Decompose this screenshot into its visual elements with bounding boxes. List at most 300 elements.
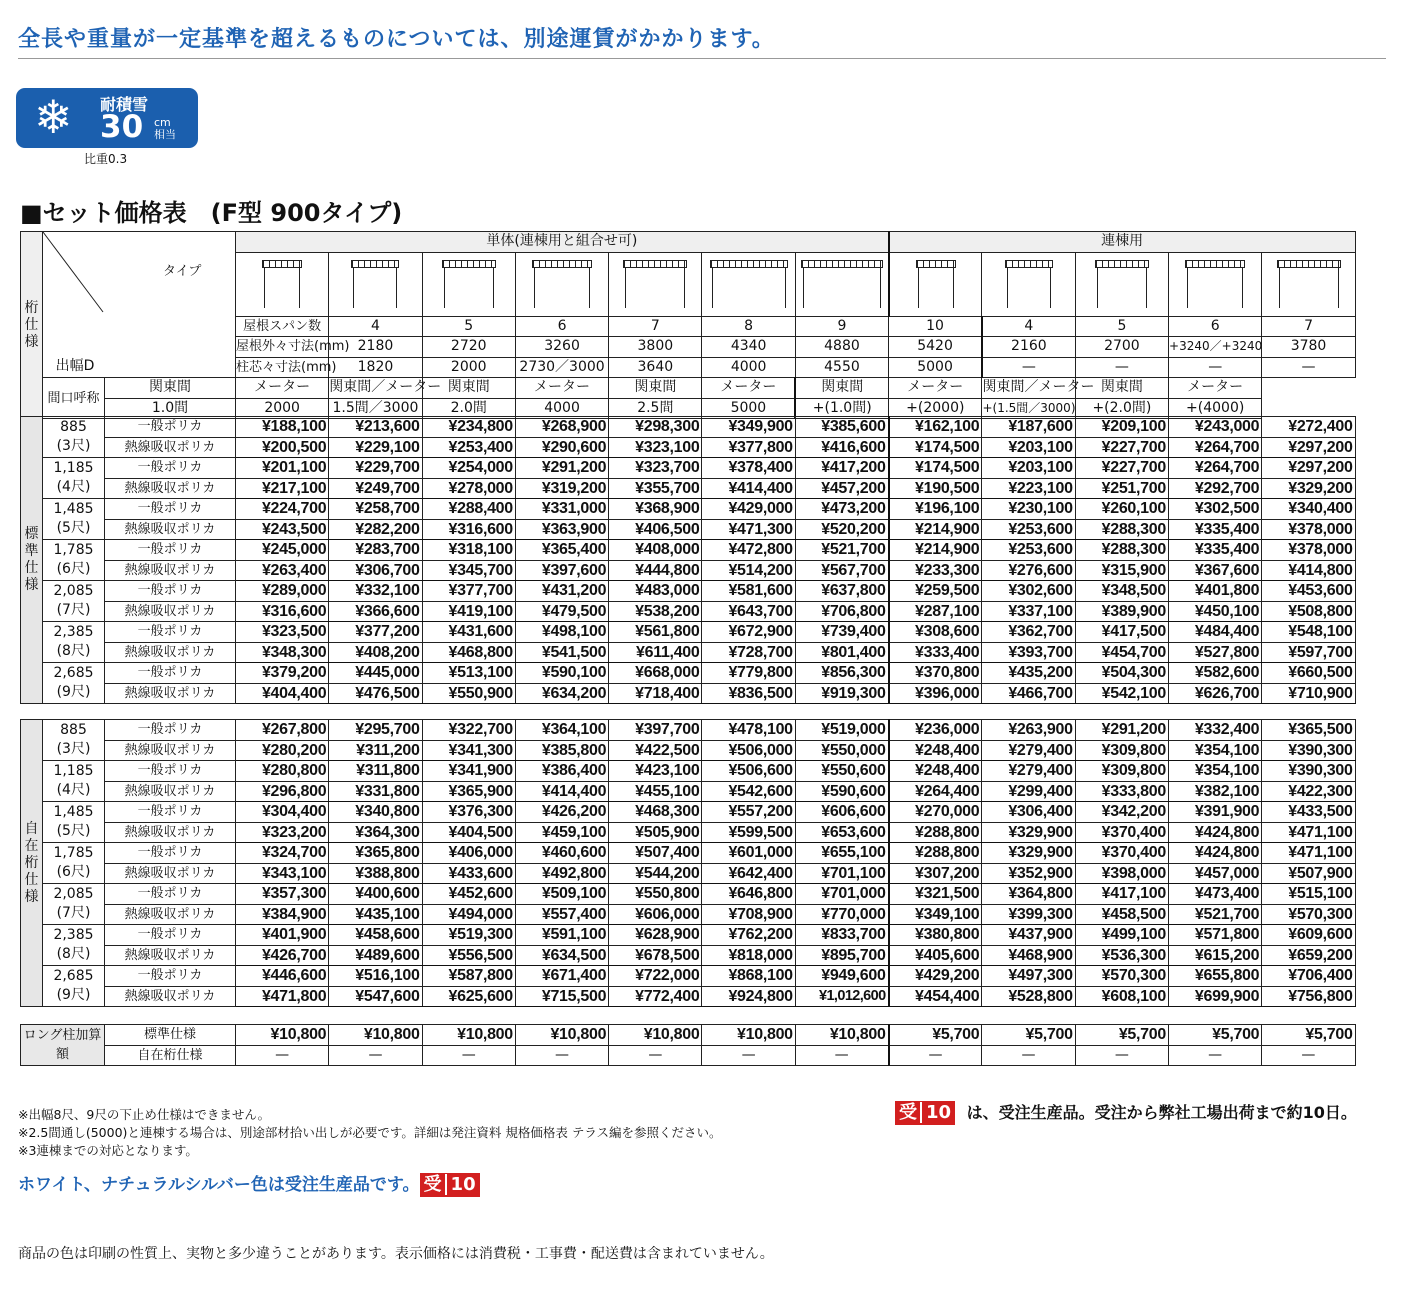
price-cell: ¥401,900 [236, 925, 329, 946]
roof-diagram-cell [609, 252, 702, 316]
long-pillar-cell: — [236, 1045, 329, 1066]
span-count-5: 9 [795, 316, 888, 337]
price-cell: ¥626,700 [1168, 683, 1261, 704]
price-cell: ¥504,300 [1075, 663, 1168, 684]
price-cell: ¥283,700 [329, 540, 422, 561]
price-cell: ¥550,600 [795, 761, 888, 782]
price-cell: ¥323,100 [609, 437, 702, 458]
price-cell: ¥606,000 [609, 904, 702, 925]
price-cell: ¥380,800 [889, 925, 982, 946]
free-girder-table [20, 719, 1356, 1007]
depth-size [43, 417, 105, 458]
price-cell: ¥309,800 [1075, 740, 1168, 761]
material-label: 熱線吸収ポリカ [105, 519, 236, 540]
price-cell: ¥606,600 [795, 802, 888, 823]
price-cell: ¥547,600 [329, 986, 422, 1007]
material-label: 一般ポリカ [105, 581, 236, 602]
price-cell: ¥601,000 [702, 843, 795, 864]
long-pillar-cell: — [422, 1045, 515, 1066]
table-row [21, 945, 1356, 966]
long-pillar-cell: — [1262, 1045, 1355, 1066]
price-cell: ¥322,700 [422, 720, 515, 741]
frontage-name-5: 関東間 [609, 378, 702, 399]
row-label-outer: 屋根外々寸法(mm) [236, 337, 329, 358]
price-cell: ¥382,100 [1168, 781, 1261, 802]
price-cell: ¥251,700 [1075, 478, 1168, 499]
price-cell: ¥414,400 [702, 478, 795, 499]
shipping-notice: 全長や重量が一定基準を超えるものについては、別途運賃がかかります。 [18, 27, 775, 52]
price-cell: ¥340,800 [329, 802, 422, 823]
price-cell: ¥264,400 [889, 781, 982, 802]
price-cell: ¥378,000 [1262, 519, 1355, 540]
price-cell: ¥400,600 [329, 884, 422, 905]
price-cell: ¥364,300 [329, 822, 422, 843]
price-cell: ¥243,000 [1168, 417, 1261, 438]
price-cell: ¥329,900 [982, 822, 1075, 843]
depth-shaku: (8尺) [56, 946, 91, 962]
long-pillar-cell: ¥10,800 [329, 1025, 422, 1046]
price-cell: ¥187,600 [982, 417, 1075, 438]
table-row [21, 802, 1356, 823]
price-cell: ¥335,400 [1168, 540, 1261, 561]
frontage-size-11: +(4000) [1169, 398, 1262, 419]
color-note-text: ホワイト、ナチュラルシルバー色は受注生産品です。 [18, 1175, 420, 1195]
price-cell: ¥209,100 [1075, 417, 1168, 438]
price-cell: ¥408,000 [609, 540, 702, 561]
price-cell: ¥290,600 [515, 437, 608, 458]
frontage-name-9: 関東間／メーター [982, 378, 1075, 399]
price-cell: ¥646,800 [702, 884, 795, 905]
price-cell: ¥401,800 [1168, 581, 1261, 602]
price-cell: ¥368,900 [609, 499, 702, 520]
material-label: 一般ポリカ [105, 966, 236, 987]
table-row [21, 683, 1356, 704]
span-count-4: 8 [702, 316, 795, 337]
price-cell: ¥291,200 [515, 458, 608, 479]
core-dimension-2: 2730／3000 [515, 357, 608, 378]
material-label: 一般ポリカ [105, 540, 236, 561]
material-label: 熱線吸収ポリカ [105, 478, 236, 499]
price-cell: ¥385,600 [795, 417, 888, 438]
price-cell: ¥836,500 [702, 683, 795, 704]
outer-dimension-5: 4880 [795, 337, 888, 358]
outer-dimension-7: 2160 [982, 337, 1075, 358]
frontage-size-7: +(1.0間) [795, 398, 888, 419]
price-cell: ¥699,900 [1168, 986, 1261, 1007]
price-cell: ¥468,900 [982, 945, 1075, 966]
price-cell: ¥364,100 [515, 720, 608, 741]
price-cell: ¥190,500 [889, 478, 982, 499]
frontage-size-6: 5000 [702, 398, 795, 419]
price-cell: ¥655,100 [795, 843, 888, 864]
price-cell: ¥406,000 [422, 843, 515, 864]
price-cell: ¥452,600 [422, 884, 515, 905]
price-cell: ¥365,500 [1262, 720, 1355, 741]
price-cell: ¥433,500 [1262, 802, 1355, 823]
price-cell: ¥762,200 [702, 925, 795, 946]
badge-unit: cm 相当 [154, 116, 176, 141]
price-cell: ¥435,200 [982, 663, 1075, 684]
price-cell: ¥200,500 [236, 437, 329, 458]
long-pillar-cell: ¥5,700 [1262, 1025, 1355, 1046]
depth-mm: 2,385 [53, 927, 94, 943]
price-cell: ¥243,500 [236, 519, 329, 540]
price-cell: ¥437,900 [982, 925, 1075, 946]
price-cell: ¥506,000 [702, 740, 795, 761]
price-cell: ¥431,600 [422, 622, 515, 643]
outer-dimension-1: 2720 [422, 337, 515, 358]
price-cell: ¥856,300 [795, 663, 888, 684]
price-cell: ¥288,800 [889, 843, 982, 864]
price-cell: ¥203,100 [982, 458, 1075, 479]
depth-shaku: (4尺) [56, 479, 91, 495]
long-pillar-cell: — [515, 1045, 608, 1066]
span-count-10: 7 [1262, 316, 1355, 337]
price-cell: ¥288,300 [1075, 540, 1168, 561]
price-cell: ¥507,900 [1262, 863, 1355, 884]
price-cell: ¥587,800 [422, 966, 515, 987]
depth-mm: 2,085 [53, 886, 94, 902]
frontage-size-1: 2000 [236, 398, 329, 419]
price-cell: ¥316,600 [422, 519, 515, 540]
price-cell: ¥542,600 [702, 781, 795, 802]
table-row [21, 663, 1356, 684]
price-cell: ¥454,400 [889, 986, 982, 1007]
table-row [21, 622, 1356, 643]
price-cell: ¥433,600 [422, 863, 515, 884]
price-cell: ¥455,100 [609, 781, 702, 802]
long-pillar-table [20, 1024, 1356, 1066]
frontage-name-7: 関東間 [795, 378, 888, 399]
price-cell: ¥590,600 [795, 781, 888, 802]
table-row [21, 884, 1356, 905]
price-cell: ¥297,200 [1262, 437, 1355, 458]
depth-shaku: (3尺) [56, 741, 91, 757]
price-cell: ¥550,900 [422, 683, 515, 704]
price-cell: ¥329,900 [982, 843, 1075, 864]
frontage-name-11: メーター [1169, 378, 1262, 399]
price-cell: ¥466,700 [982, 683, 1075, 704]
price-cell: ¥292,700 [1168, 478, 1261, 499]
price-cell: ¥608,100 [1075, 986, 1168, 1007]
price-cell: ¥263,400 [236, 560, 329, 581]
price-cell: ¥710,900 [1262, 683, 1355, 704]
divider [18, 58, 1386, 59]
core-dimension-7: — [982, 357, 1075, 378]
price-cell: ¥378,000 [1262, 540, 1355, 561]
depth-mm: 1,785 [53, 542, 94, 558]
depth-shaku: (6尺) [56, 561, 91, 577]
price-cell: ¥444,800 [609, 560, 702, 581]
price-cell: ¥414,800 [1262, 560, 1355, 581]
outer-dimension-8: 2700 [1075, 337, 1168, 358]
price-cell: ¥1,012,600 [795, 986, 888, 1007]
price-cell: ¥660,500 [1262, 663, 1355, 684]
price-cell: ¥423,100 [609, 761, 702, 782]
price-cell: ¥365,900 [422, 781, 515, 802]
material-label: 一般ポリカ [105, 802, 236, 823]
roof-diagram-cell [329, 252, 422, 316]
depth-shaku: (9尺) [56, 987, 91, 1003]
price-cell: ¥377,700 [422, 581, 515, 602]
price-cell: ¥282,200 [329, 519, 422, 540]
price-cell: ¥291,200 [1075, 720, 1168, 741]
price-cell: ¥260,100 [1075, 499, 1168, 520]
price-cell: ¥297,200 [1262, 458, 1355, 479]
price-cell: ¥597,700 [1262, 642, 1355, 663]
price-cell: ¥570,300 [1262, 904, 1355, 925]
price-cell: ¥770,000 [795, 904, 888, 925]
roof-diagram-icon [1095, 260, 1149, 312]
price-cell: ¥389,900 [1075, 601, 1168, 622]
roof-diagram-icon [1005, 260, 1053, 312]
price-cell: ¥299,400 [982, 781, 1075, 802]
price-cell: ¥259,500 [889, 581, 982, 602]
frontage-name-2: 関東間／メーター [329, 378, 422, 399]
price-cell: ¥557,400 [515, 904, 608, 925]
price-cell: ¥352,900 [982, 863, 1075, 884]
price-cell: ¥332,100 [329, 581, 422, 602]
price-cell: ¥489,600 [329, 945, 422, 966]
depth-shaku: (6尺) [56, 864, 91, 880]
long-pillar-cell: — [982, 1045, 1075, 1066]
frontage-size-2: 1.5間／3000 [329, 398, 422, 419]
price-cell: ¥506,600 [702, 761, 795, 782]
span-count-7: 4 [982, 316, 1075, 337]
section-title: ■セット価格表 (F型 900タイプ) [20, 199, 403, 227]
outer-dimension-10: 3780 [1262, 337, 1355, 358]
depth-mm: 2,685 [53, 665, 94, 681]
long-pillar-cell: ¥5,700 [889, 1025, 982, 1046]
price-cell: ¥484,400 [1168, 622, 1261, 643]
price-cell: ¥739,400 [795, 622, 888, 643]
material-label: 一般ポリカ [105, 663, 236, 684]
color-note [18, 1170, 480, 1197]
table-row [21, 761, 1356, 782]
material-label: 熱線吸収ポリカ [105, 601, 236, 622]
made-to-order-days: 10 [445, 1174, 476, 1195]
price-cell: ¥499,100 [1075, 925, 1168, 946]
price-cell: ¥718,400 [609, 683, 702, 704]
roof-diagram-cell [1169, 252, 1262, 316]
price-cell: ¥377,800 [702, 437, 795, 458]
price-cell: ¥264,700 [1168, 437, 1261, 458]
price-cell: ¥390,300 [1262, 761, 1355, 782]
depth-shaku: (5尺) [56, 823, 91, 839]
material-label: 一般ポリカ [105, 417, 236, 438]
price-cell: ¥521,700 [795, 540, 888, 561]
long-pillar-std-label: 標準仕様 [105, 1025, 236, 1046]
price-cell: ¥497,300 [982, 966, 1075, 987]
depth-size [43, 843, 105, 884]
frontage-name-8: メーター [889, 378, 982, 399]
price-cell: ¥331,000 [515, 499, 608, 520]
price-cell: ¥471,800 [236, 986, 329, 1007]
span-count-2: 6 [515, 316, 608, 337]
badge-value: 30 [100, 109, 144, 145]
depth-size [43, 581, 105, 622]
price-cell: ¥453,600 [1262, 581, 1355, 602]
price-cell: ¥162,100 [889, 417, 982, 438]
price-cell: ¥513,100 [422, 663, 515, 684]
material-label: 熱線吸収ポリカ [105, 781, 236, 802]
price-cell: ¥174,500 [889, 458, 982, 479]
depth-mm: 2,385 [53, 624, 94, 640]
table-row [21, 581, 1356, 602]
outer-dimension-6: 5420 [889, 337, 982, 358]
price-cell: ¥706,800 [795, 601, 888, 622]
price-cell: ¥519,300 [422, 925, 515, 946]
depth-shaku: (5尺) [56, 520, 91, 536]
table-row [21, 642, 1356, 663]
price-cell: ¥542,100 [1075, 683, 1168, 704]
outer-dimension-3: 3800 [609, 337, 702, 358]
price-cell: ¥581,600 [702, 581, 795, 602]
price-cell: ¥634,200 [515, 683, 608, 704]
price-cell: ¥296,800 [236, 781, 329, 802]
price-cell: ¥527,800 [1168, 642, 1261, 663]
price-cell: ¥615,200 [1168, 945, 1261, 966]
price-cell: ¥298,300 [609, 417, 702, 438]
material-label: 熱線吸収ポリカ [105, 822, 236, 843]
price-cell: ¥571,800 [1168, 925, 1261, 946]
price-cell: ¥364,800 [982, 884, 1075, 905]
price-cell: ¥457,200 [795, 478, 888, 499]
price-cell: ¥419,100 [422, 601, 515, 622]
table-row [21, 863, 1356, 884]
price-cell: ¥332,400 [1168, 720, 1261, 741]
price-cell: ¥306,400 [982, 802, 1075, 823]
price-cell: ¥833,700 [795, 925, 888, 946]
price-cell: ¥279,400 [982, 761, 1075, 782]
price-cell: ¥391,900 [1168, 802, 1261, 823]
table-row [21, 986, 1356, 1007]
price-cell: ¥278,000 [422, 478, 515, 499]
price-cell: ¥818,000 [702, 945, 795, 966]
price-cell: ¥295,700 [329, 720, 422, 741]
price-cell: ¥655,800 [1168, 966, 1261, 987]
frontage-size-0: 1.0間 [105, 398, 236, 419]
price-cell: ¥201,100 [236, 458, 329, 479]
price-cell: ¥625,600 [422, 986, 515, 1007]
material-label: 熱線吸収ポリカ [105, 683, 236, 704]
depth-shaku: (9尺) [56, 684, 91, 700]
price-cell: ¥567,700 [795, 560, 888, 581]
frontage-name-3: 関東間 [422, 378, 515, 399]
price-cell: ¥272,400 [1262, 417, 1355, 438]
span-count-9: 6 [1169, 316, 1262, 337]
long-pillar-cell: — [889, 1045, 982, 1066]
core-dimension-10: — [1262, 357, 1355, 378]
price-cell: ¥263,900 [982, 720, 1075, 741]
price-cell: ¥378,400 [702, 458, 795, 479]
price-cell: ¥557,200 [702, 802, 795, 823]
price-cell: ¥435,100 [329, 904, 422, 925]
price-cell: ¥672,900 [702, 622, 795, 643]
price-cell: ¥329,200 [1262, 478, 1355, 499]
price-cell: ¥343,100 [236, 863, 329, 884]
price-cell: ¥323,500 [236, 622, 329, 643]
table-row [21, 458, 1356, 479]
depth-mm: 2,085 [53, 583, 94, 599]
price-cell: ¥609,600 [1262, 925, 1355, 946]
price-cell: ¥253,600 [982, 540, 1075, 561]
core-dimension-8: — [1075, 357, 1168, 378]
long-pillar-cell: ¥5,700 [1168, 1025, 1261, 1046]
price-cell: ¥341,900 [422, 761, 515, 782]
price-cell: ¥234,800 [422, 417, 515, 438]
price-cell: ¥270,000 [889, 802, 982, 823]
long-pillar-cell: ¥10,800 [236, 1025, 329, 1046]
frontage-size-4: 4000 [515, 398, 608, 419]
core-dimension-6: 5000 [889, 357, 982, 378]
price-cell: ¥536,300 [1075, 945, 1168, 966]
standard-spec-label: 標準仕様 [21, 417, 43, 704]
price-cell: ¥460,600 [515, 843, 608, 864]
price-cell: ¥516,100 [329, 966, 422, 987]
notes [18, 1106, 722, 1160]
material-label: 一般ポリカ [105, 843, 236, 864]
span-count-8: 5 [1075, 316, 1168, 337]
price-cell: ¥611,400 [609, 642, 702, 663]
price-cell: ¥267,800 [236, 720, 329, 741]
price-cell: ¥302,600 [982, 581, 1075, 602]
frontage-size-8: +(2000) [889, 398, 982, 419]
price-cell: ¥318,100 [422, 540, 515, 561]
table-row [21, 560, 1356, 581]
badge-label: 耐積雪 [100, 95, 149, 114]
price-cell: ¥354,100 [1168, 740, 1261, 761]
frontage-name-6: メーター [702, 378, 795, 399]
price-cell: ¥637,800 [795, 581, 888, 602]
price-cell: ¥333,400 [889, 642, 982, 663]
price-cell: ¥454,700 [1075, 642, 1168, 663]
price-cell: ¥276,600 [982, 560, 1075, 581]
long-pillar-cell: — [329, 1045, 422, 1066]
free-spec-label: 自在桁仕様 [21, 720, 43, 1007]
price-cell: ¥229,100 [329, 437, 422, 458]
depth-size [43, 499, 105, 540]
outer-dimension-9: +3240／+3240 [1169, 337, 1262, 358]
price-cell: ¥458,500 [1075, 904, 1168, 925]
table-row [21, 822, 1356, 843]
price-cell: ¥337,100 [982, 601, 1075, 622]
price-cell: ¥541,500 [515, 642, 608, 663]
price-cell: ¥340,400 [1262, 499, 1355, 520]
roof-diagram-icon [351, 260, 399, 312]
price-cell: ¥483,000 [609, 581, 702, 602]
material-label: 一般ポリカ [105, 622, 236, 643]
roof-diagram-cell [982, 252, 1075, 316]
roof-diagram-icon [916, 260, 956, 312]
price-cell: ¥335,400 [1168, 519, 1261, 540]
price-cell: ¥280,200 [236, 740, 329, 761]
price-cell: ¥384,900 [236, 904, 329, 925]
price-cell: ¥668,000 [609, 663, 702, 684]
price-cell: ¥214,900 [889, 519, 982, 540]
long-pillar-cell: ¥5,700 [1075, 1025, 1168, 1046]
table-row [21, 437, 1356, 458]
long-pillar-cell: — [609, 1045, 702, 1066]
note-3: ※3連棟までの対応となります。 [18, 1143, 198, 1158]
price-cell: ¥217,100 [236, 478, 329, 499]
price-cell: ¥507,400 [609, 843, 702, 864]
price-cell: ¥678,500 [609, 945, 702, 966]
depth-shaku: (7尺) [56, 905, 91, 921]
long-pillar-cell: ¥10,800 [795, 1025, 888, 1046]
price-cell: ¥457,000 [1168, 863, 1261, 884]
price-cell: ¥357,300 [236, 884, 329, 905]
